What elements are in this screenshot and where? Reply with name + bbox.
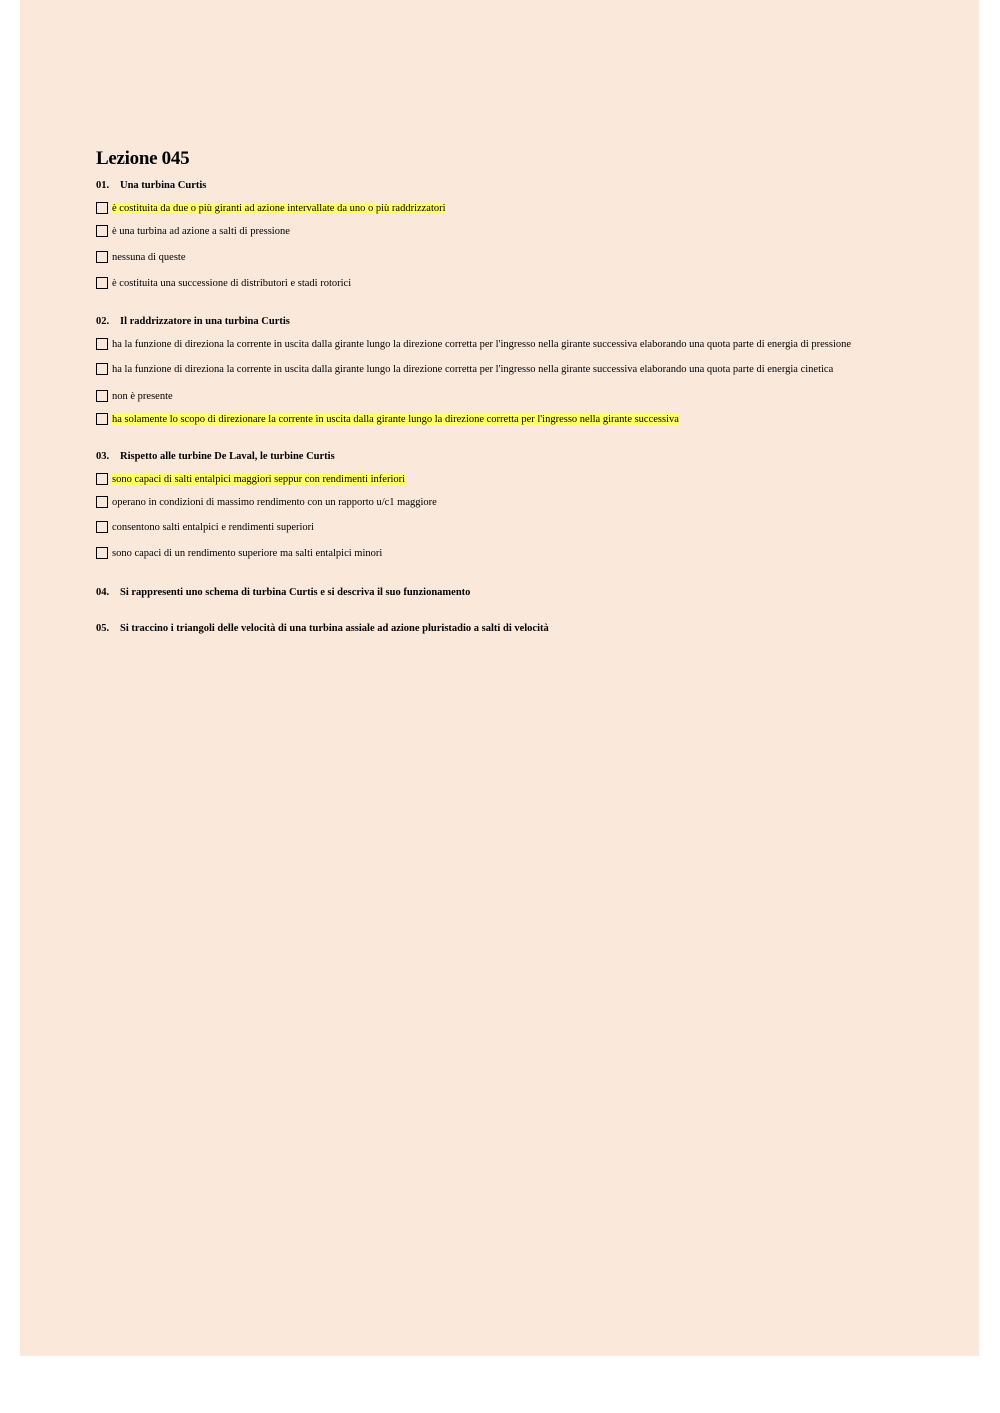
answer-option [96, 414, 936, 426]
checkbox[interactable] [96, 225, 108, 237]
answer-option [96, 548, 936, 560]
question-text: Si traccino i triangoli delle velocità di una turbina assiale ad azione pluristadio a salti di velocità [120, 623, 549, 634]
checkbox[interactable] [96, 413, 108, 425]
answer-text: non è presente [112, 391, 173, 402]
answer-option [96, 203, 936, 215]
checkbox[interactable] [96, 202, 108, 214]
question-03 [96, 450, 936, 463]
checkbox[interactable] [96, 363, 108, 375]
answer-option [96, 252, 936, 264]
answer-option [96, 474, 936, 486]
checkbox[interactable] [96, 277, 108, 289]
checkbox[interactable] [96, 547, 108, 559]
answer-text: nessuna di queste [112, 252, 186, 263]
question-number: 02. [96, 316, 110, 327]
question-04 [96, 586, 936, 599]
answer-text: sono capaci di salti entalpici maggiori seppur con rendimenti inferiori [112, 474, 406, 485]
answer-text: ha solamente lo scopo di direzionare la corrente in uscita dalla girante lungo la direzione corretta per l'ingresso nella girante successiva [112, 414, 679, 425]
answer-text: sono capaci di un rendimento superiore ma salti entalpici minori [112, 548, 383, 559]
answer-option [96, 497, 936, 509]
answer-text: ha la funzione di direziona la corrente in uscita dalla girante lungo la direzione corretta per l'ingresso nella girante successiva elaborando una quota parte di energia di pressione [112, 339, 852, 350]
question-text: Si rappresenti uno schema di turbina Curtis e si descriva il suo funzionamento [120, 587, 471, 598]
answer-option [96, 226, 936, 238]
document-content [96, 148, 936, 635]
question-02 [96, 315, 936, 328]
answer-text: consentono salti entalpici e rendimenti superiori [112, 522, 315, 533]
answer-text: operano in condizioni di massimo rendimento con un rapporto u/c1 maggiore [112, 497, 437, 508]
checkbox[interactable] [96, 390, 108, 402]
document-page [20, 0, 979, 1356]
answer-text: è costituita una successione di distributori e stadi rotorici [112, 278, 352, 289]
question-text: Il raddrizzatore in una turbina Curtis [120, 316, 290, 327]
question-number: 05. [96, 623, 110, 634]
question-05 [96, 622, 936, 635]
answer-option [96, 391, 936, 403]
question-text: Rispetto alle turbine De Laval, le turbine Curtis [120, 451, 335, 462]
answer-option [96, 364, 936, 376]
answer-option [96, 522, 936, 534]
answer-option [96, 339, 936, 351]
answer-text: è costituita da due o più giranti ad azione intervallate da uno o più raddrizzatori [112, 203, 446, 214]
checkbox[interactable] [96, 521, 108, 533]
answer-text: ha la funzione di direziona la corrente in uscita dalla girante lungo la direzione corretta per l'ingresso nella girante successiva elaborando una quota parte di energia cinetica [112, 364, 834, 375]
checkbox[interactable] [96, 338, 108, 350]
question-text: Una turbina Curtis [120, 180, 207, 191]
answer-option [96, 278, 936, 290]
checkbox[interactable] [96, 251, 108, 263]
answer-text: è una turbina ad azione a salti di pressione [112, 226, 290, 237]
checkbox[interactable] [96, 473, 108, 485]
question-number: 04. [96, 587, 110, 598]
question-number: 01. [96, 180, 110, 191]
question-number: 03. [96, 451, 110, 462]
checkbox[interactable] [96, 496, 108, 508]
page-title: Lezione 045 [96, 148, 190, 169]
question-01 [96, 179, 936, 192]
